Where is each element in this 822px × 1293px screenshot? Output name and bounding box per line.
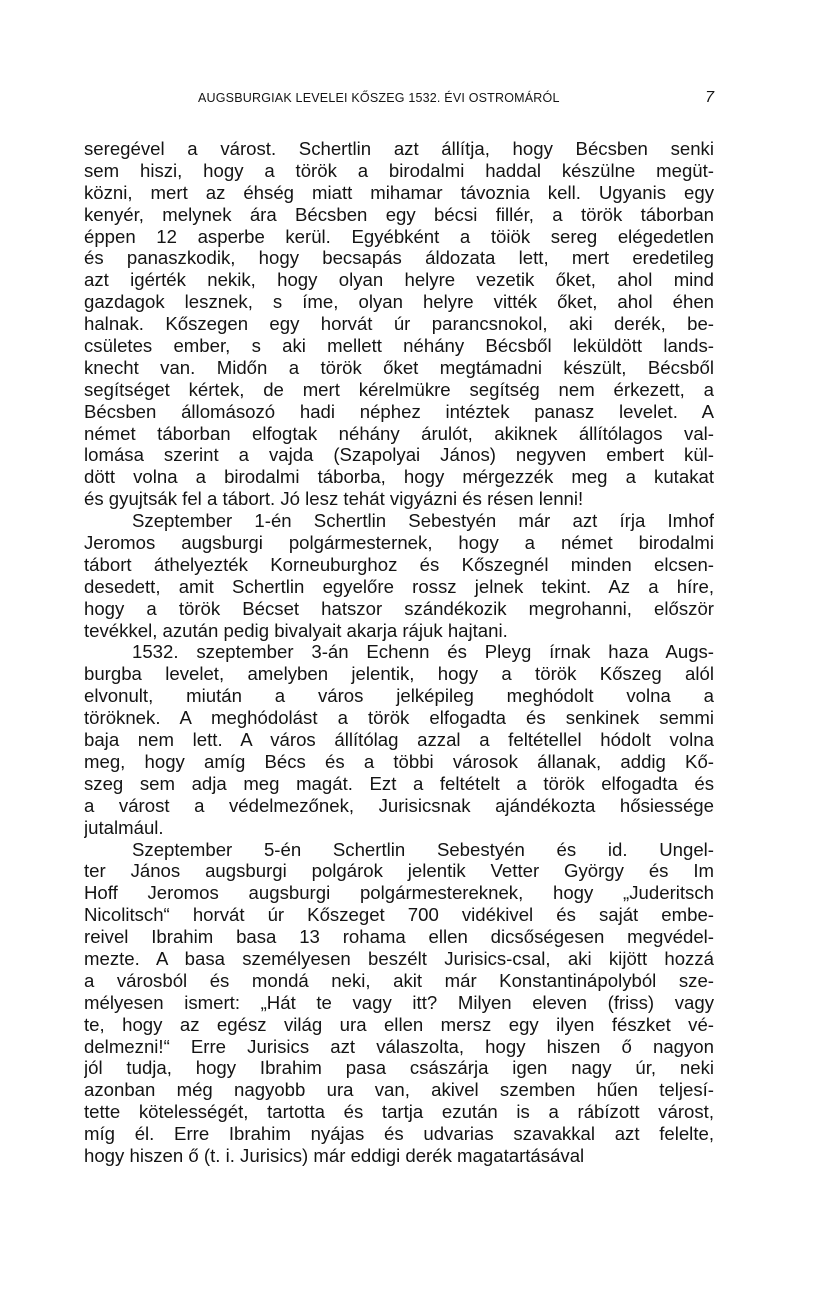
text-line: dött volna a birodalmi táborba, hogy mérgezzék meg a kutakat	[84, 466, 714, 488]
text-line: burgba levelet, amelyben jelentik, hogy a török Kőszeg alól	[84, 663, 714, 685]
text-line: azt igérték nekik, hogy olyan helyre vezetik őket, ahol mind	[84, 269, 714, 291]
text-line: delmezni!“ Erre Jurisics azt válaszolta, hogy hiszen ő nagyon	[84, 1035, 714, 1057]
text-line: te, hogy az egész világ ura ellen mersz egy ilyen fészket vé-	[84, 1013, 714, 1035]
text-line: és gyujtsák fel a tábort. Jó lesz tehát vigyázni és résen lenni!	[84, 488, 584, 510]
text-line: elvonult, miután a város jelképileg meghódolt volna a	[84, 685, 714, 707]
text-line: Nicolitsch“ horvát úr Kőszeget 700 vidékivel és saját embe-	[84, 904, 714, 926]
text-line: hogy a török Bécset hatszor szándékozik megrohanni, először	[84, 597, 714, 619]
text-line: tette kötelességét, tartotta és tartja ezután is a rábízott várost,	[84, 1101, 714, 1123]
text-line: Bécsben állomásozó hadi néphez intéztek panasz levelet. A	[84, 400, 714, 422]
text-line: Jeromos augsburgi polgármesternek, hogy a német birodalmi	[84, 532, 714, 554]
text-line: Hoff Jeromos augsburgi polgármestereknek, hogy „Juderitsch	[84, 882, 714, 904]
text-line: gazdagok lesznek, s íme, olyan helyre vitték őket, ahol éhen	[84, 291, 714, 313]
running-title: AUGSBURGIAK LEVELEI KŐSZEG 1532. ÉVI OSTROMÁRÓL	[198, 91, 560, 105]
text-line: Szeptember 5-én Schertlin Sebestyén és id. Ungel-	[132, 838, 714, 860]
text-line: a várost a védelmezőnek, Jurisicsnak ajándékozta hősiessége	[84, 794, 714, 816]
text-line: mélyesen ismert: „Hát te vagy itt? Milyen eleven (friss) vagy	[84, 991, 714, 1013]
text-line: szeg sem adja meg magát. Ezt a feltételt a török elfogadta és	[84, 772, 714, 794]
text-line: német táborban elfogtak néhány árulót, akiknek állítólagos val-	[84, 422, 714, 444]
text-line: halnak. Kőszegen egy horvát úr parancsnokol, aki derék, be-	[84, 313, 714, 335]
text-line: töröknek. A meghódolást a török elfogadta és senkinek semmi	[84, 707, 714, 729]
text-line: hogy hiszen ő (t. i. Jurisics) már eddigi derék magatartásával	[84, 1144, 585, 1166]
paragraph	[84, 641, 714, 838]
text-line: segítséget kértek, de mert kérelmükre segítség nem érkezett, a	[84, 378, 714, 400]
running-header	[84, 89, 714, 109]
text-line: meg, hogy amíg Bécs és a többi városok állanak, addig Kő-	[84, 750, 714, 772]
body-text	[84, 138, 714, 1167]
text-line: csületes ember, s aki mellett néhány Bécsből leküldött lands-	[84, 335, 714, 357]
text-line: azonban még nagyobb ura van, akivel szemben hűen teljesí-	[84, 1079, 714, 1101]
text-line: ter János augsburgi polgárok jelentik Vetter György és Im	[84, 860, 714, 882]
page-number: 7	[705, 89, 714, 106]
text-line: tevékkel, azután pedig bivalyait akarja rájuk hajtani.	[84, 619, 508, 641]
text-line: közni, mert az éhség miatt mihamar távoznia kell. Ugyanis egy	[84, 181, 714, 203]
paragraph	[84, 510, 714, 641]
text-line: és panaszkodik, hogy becsapás áldozata lett, mert eredetileg	[84, 247, 714, 269]
text-line: jutalmául.	[84, 816, 164, 838]
text-line: míg él. Erre Ibrahim nyájas és udvarias szavakkal azt felelte,	[84, 1123, 714, 1145]
text-line: éppen 12 asperbe kerül. Egyébként a töiök sereg elégedetlen	[84, 225, 714, 247]
text-line: jól tudja, hogy Ibrahim pasa császárja igen nagy úr, neki	[84, 1057, 714, 1079]
paragraph	[84, 138, 714, 510]
text-line: lomása szerint a vajda (Szapolyai János) negyven embert kül-	[84, 444, 714, 466]
text-line: tábort áthelyezték Korneuburghoz és Kőszegnél minden elcsen-	[84, 553, 714, 575]
text-line: seregével a várost. Schertlin azt állítja, hogy Bécsben senki	[84, 138, 714, 159]
text-line: mezte. A basa személyesen beszélt Jurisics-csal, aki kijött hozzá	[84, 947, 714, 969]
text-line: desedett, amit Schertlin egyelőre rossz jelnek tekint. Az a híre,	[84, 575, 714, 597]
text-line: reivel Ibrahim basa 13 rohama ellen dicsőségesen megvédel-	[84, 926, 714, 948]
paragraph	[84, 839, 714, 1167]
text-line: Szeptember 1-én Schertlin Sebestyén már azt írja Imhof	[132, 510, 714, 532]
text-line: a városból és mondá neki, akit már Konstantinápolyból sze-	[84, 969, 714, 991]
text-line: baja nem lett. A város állítólag azzal a feltétellel hódolt volna	[84, 729, 714, 751]
text-line: knecht van. Midőn a török őket megtámadni készült, Bécsből	[84, 356, 714, 378]
text-line: 1532. szeptember 3-án Echenn és Pleyg írnak haza Augs-	[132, 641, 714, 663]
text-line: sem hiszi, hogy a török a birodalmi haddal készülne megüt-	[84, 159, 714, 181]
text-line: kenyér, melynek ára Bécsben egy bécsi fillér, a török táborban	[84, 203, 714, 225]
